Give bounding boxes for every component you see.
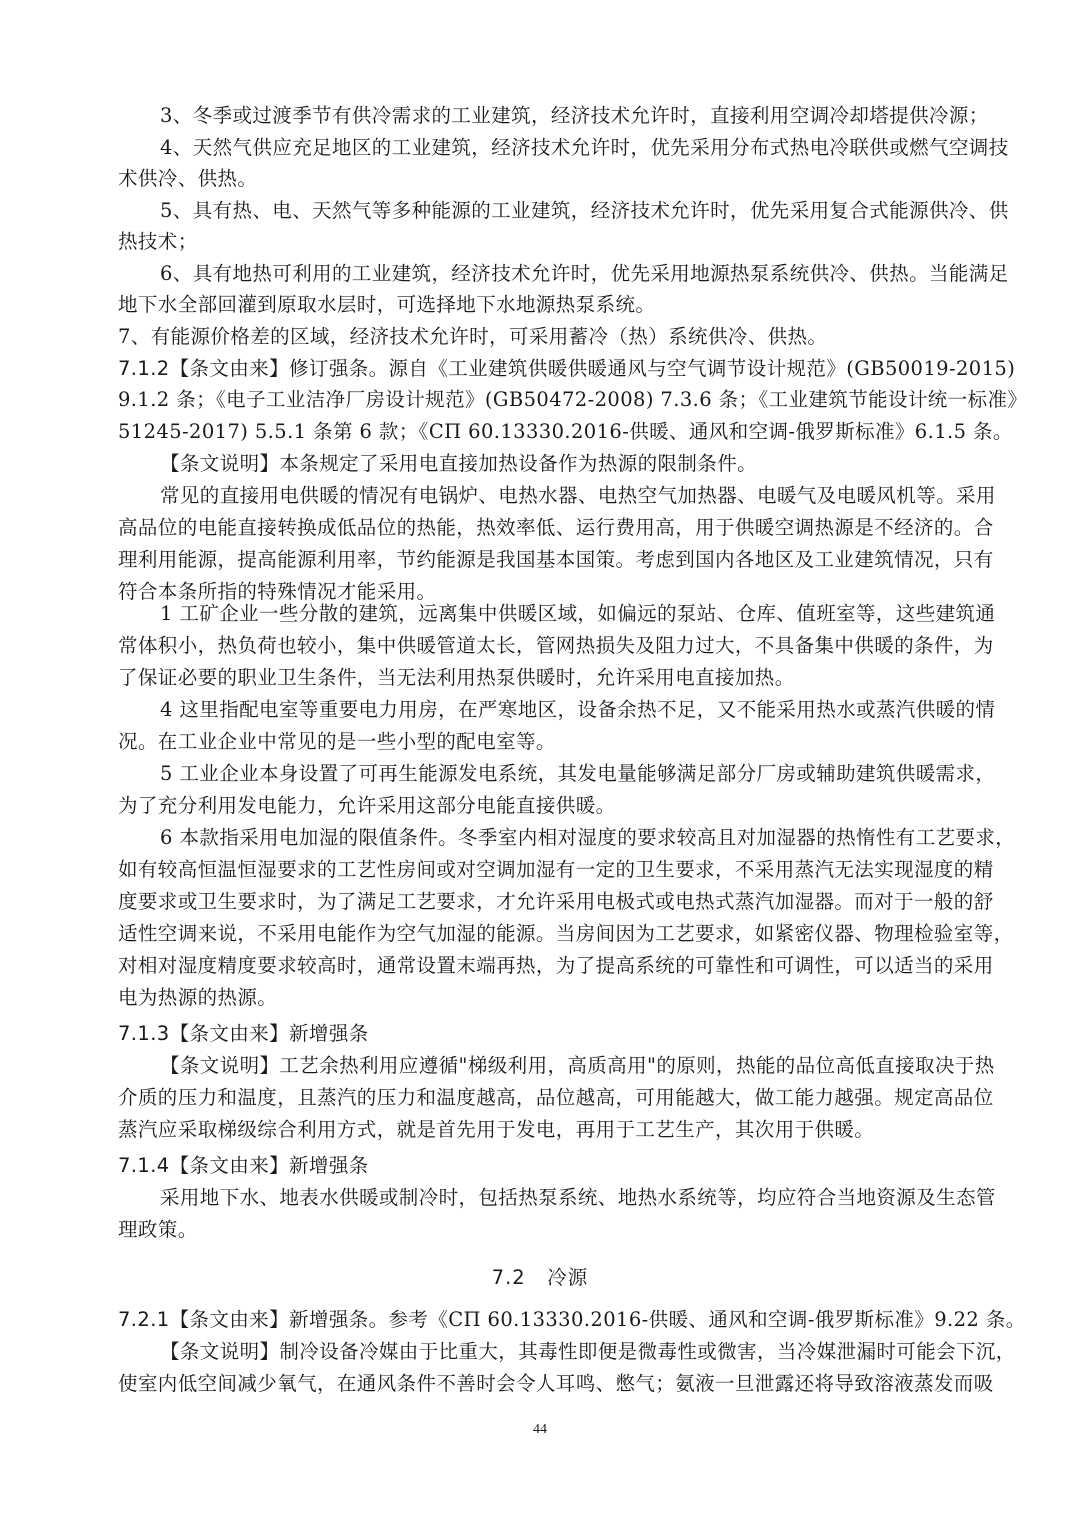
body-p1-line-1: 常见的直接用电供暖的情况有电锅炉、电热水器、电热空气加热器、电暖气及电暖风机等。采用 [160, 484, 996, 507]
body-p3-line-2: 况。在工业企业中常见的是一些小型的配电室等。 [118, 730, 556, 753]
clause-7-2-1-heading: 7.2.1【条文由来】新增强条。参考《СП 60.13330.2016-供暖、通风和空调-俄罗斯标准》9.22 条。 [118, 1308, 1026, 1331]
body-p4-line-2: 为了充分利用发电能力，允许采用这部分电能直接供暖。 [118, 794, 616, 817]
clause-number: 7.1.2 [118, 357, 170, 380]
body-p5-line-5: 对相对湿度精度要求较高时，通常设置末端再热，为了提高系统的可靠性和可调性，可以适当的采用 [118, 954, 994, 977]
body-p1-line-4: 符合本条所指的特殊情况才能采用。 [118, 580, 437, 603]
body-p2-line-3: 了保证必要的职业卫生条件，当无法利用热泵供暖时，允许采用电直接加热。 [118, 666, 795, 689]
item-7-line-1: 7、有能源价格差的区域，经济技术允许时，可采用蓄冷（热）系统供冷、供热。 [118, 325, 828, 348]
body-p3-line-1: 4 这里指配电室等重要电力用房，在严寒地区，设备余热不足，又不能采用热水或蒸汽供暖的情 [160, 698, 996, 721]
clause-7-1-3-heading: 7.1.3【条文由来】新增强条 [118, 1022, 369, 1045]
clause-number: 7.1.3 [118, 1022, 170, 1045]
item-6-line-2: 地下水全部回灌到原取水层时，可选择地下水地源热泵系统。 [118, 293, 656, 316]
item-6-line-1: 6、具有地热可利用的工业建筑，经济技术允许时，优先采用地源热泵系统供冷、供热。当能满足 [160, 262, 1009, 285]
clause-7-2-1-expl-line-1: 【条文说明】制冷设备冷媒由于比重大，其毒性即便是微毒性或微害，当冷媒泄漏时可能会下沉， [160, 1340, 1016, 1363]
body-p1-line-2: 高品位的电能直接转换成低品位的热能，热效率低、运行费用高，用于供暖空调热源是不经济的。合 [118, 516, 994, 539]
clause-number: 7.1.4 [118, 1154, 170, 1177]
clause-7-1-2-line-1: 7.1.2【条文由来】修订强条。源自《工业建筑供暖供暖通风与空气调节设计规范》(GB50019-2015) [118, 357, 1016, 380]
clause-7-1-4-line-1: 采用地下水、地表水供暖或制冷时，包括热泵系统、地热水系统等，均应符合当地资源及生态管 [160, 1186, 996, 1209]
clause-7-1-4-heading: 7.1.4【条文由来】新增强条 [118, 1154, 369, 1177]
clause-explanation-label: 【条文说明】 [160, 452, 280, 475]
section-heading [0, 1262, 1080, 1290]
clause-7-1-4-line-2: 理政策。 [118, 1218, 198, 1241]
clause-origin-label: 【条文由来】 [169, 1308, 290, 1331]
item-4-line-1: 4、天然气供应充足地区的工业建筑，经济技术允许时，优先采用分布式热电冷联供或燃气空调技 [160, 136, 1009, 159]
clause-origin-label: 【条文由来】 [169, 357, 290, 380]
body-p5-line-6: 电为热源的热源。 [118, 986, 278, 1009]
clause-7-1-3-expl-line-2: 介质的压力和温度，且蒸汽的压力和温度越高，品位越高，可用能越大，做工能力越强。规定高品位 [118, 1086, 994, 1109]
clause-7-1-2-line-3: 51245-2017) 5.5.1 条第 6 款；《СП 60.13330.2016-供暖、通风和空调-俄罗斯标准》6.1.5 条。 [118, 420, 1013, 443]
body-p4-line-1: 5 工业企业本身设置了可再生能源发电系统，其发电量能够满足部分厂房或辅助建筑供暖需求， [160, 762, 996, 785]
body-p5-line-1: 6 本款指采用电加湿的限值条件。冬季室内相对湿度的要求较高且对加湿器的热惰性有工艺要求， [160, 826, 1016, 849]
clause-7-2-1-expl-line-2: 使室内低空间减少氧气，在通风条件不善时会令人耳鸣、憋气；氨液一旦泄露还将导致溶液蒸发而吸 [118, 1372, 994, 1395]
item-5-line-1: 5、具有热、电、天然气等多种能源的工业建筑，经济技术允许时，优先采用复合式能源供冷、供 [160, 199, 1009, 222]
item-5-line-2: 热技术； [118, 230, 198, 253]
section-title: 冷源 [547, 1266, 589, 1289]
clause-number: 7.2.1 [118, 1308, 170, 1331]
body-p1-line-3: 理利用能源，提高能源利用率，节约能源是我国基本国策。考虑到国内各地区及工业建筑情况，只有 [118, 548, 994, 571]
clause-explanation-label: 【条文说明】 [160, 1340, 280, 1363]
body-p2-line-2: 常体积小，热负荷也较小，集中供暖管道太长，管网热损失及阻力过大，不具备集中供暖的条件，为 [118, 634, 994, 657]
item-4-line-2: 术供冷、供热。 [118, 167, 258, 190]
item-3-line-1: 3、冬季或过渡季节有供冷需求的工业建筑，经济技术允许时，直接利用空调冷却塔提供冷源； [160, 104, 989, 127]
body-p2-line-1: 1 工矿企业一些分散的建筑，远离集中供暖区域，如偏远的泵站、仓库、值班室等，这些建筑通 [160, 602, 996, 625]
clause-origin-label: 【条文由来】 [169, 1022, 290, 1045]
clause-7-1-3-expl-line-3: 蒸汽应采取梯级综合利用方式，就是首先用于发电，再用于工艺生产，其次用于供暖。 [118, 1118, 875, 1141]
clause-7-1-2-explanation: 【条文说明】本条规定了采用电直接加热设备作为热源的限制条件。 [160, 452, 758, 475]
clause-7-1-2-line-2: 9.1.2 条；《电子工业洁净厂房设计规范》(GB50472-2008) 7.3.6 条；《工业建筑节能设计统一标准》 [118, 388, 1028, 411]
section-number: 7.2 [491, 1266, 526, 1289]
body-p5-line-4: 适性空调来说，不采用电能作为空气加湿的能源。当房间因为工艺要求，如紧密仪器、物理检验室等， [118, 922, 1014, 945]
page-number: 44 [533, 1422, 547, 1437]
clause-explanation-label: 【条文说明】 [160, 1054, 280, 1077]
body-p5-line-2: 如有较高恒温恒湿要求的工艺性房间或对空调加湿有一定的卫生要求，不采用蒸汽无法实现湿度的精 [118, 858, 994, 881]
clause-origin-label: 【条文由来】 [169, 1154, 290, 1177]
clause-7-1-3-expl-line-1: 【条文说明】工艺余热利用应遵循"梯级利用，高质高用"的原则，热能的品位高低直接取决于热 [160, 1054, 995, 1077]
body-p5-line-3: 度要求或卫生要求时，为了满足工艺要求，才允许采用电极式或电热式蒸汽加湿器。而对于一般的舒 [118, 890, 994, 913]
